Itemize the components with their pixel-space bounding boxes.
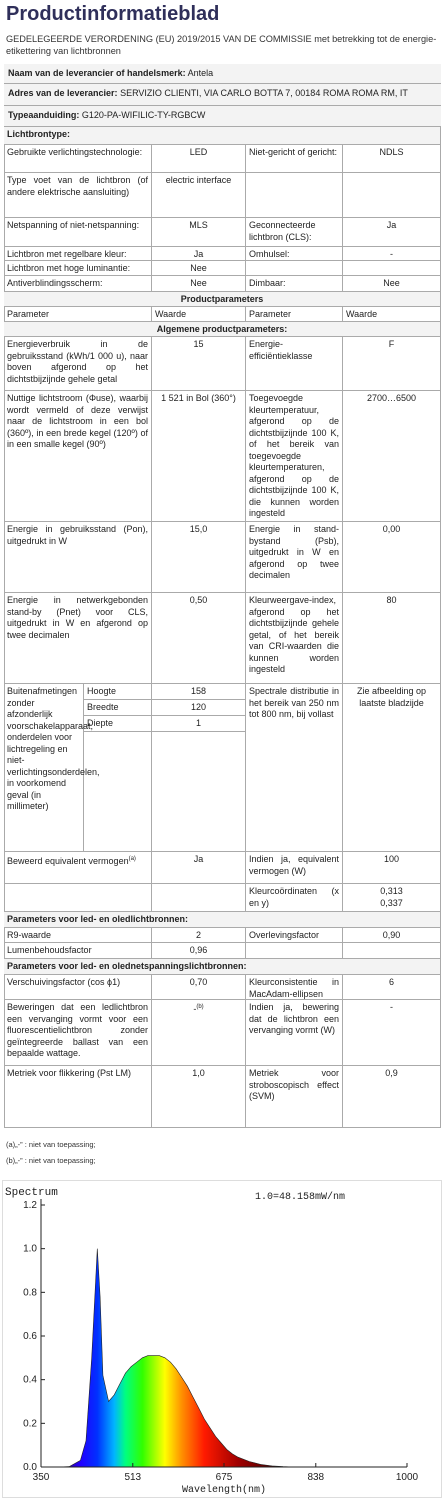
parameter-label: Lumenbehoudsfactor — [4, 943, 152, 959]
parameter-value: NDLS — [343, 145, 441, 173]
y-tick-label: 1.0 — [23, 1243, 37, 1255]
empty-cell — [246, 943, 343, 959]
supplier-address-row — [4, 84, 441, 106]
empty-cell — [4, 884, 152, 912]
section-heading: Parameters voor led- en oledlichtbronnen: — [4, 912, 441, 928]
x-tick-label: 513 — [124, 1472, 142, 1483]
column-header: Waarde — [152, 307, 246, 322]
parameter-label: Lichtbron met hoge luminantie: — [4, 261, 152, 276]
parameter-value: -$^{(b)}$ — [152, 1000, 246, 1066]
footnote-marker: (a) — [128, 856, 136, 862]
page-title: Productinformatieblad — [6, 3, 220, 25]
dimension-value: 120 — [152, 700, 246, 716]
y-tick-label: 0.4 — [23, 1374, 37, 1386]
column-header: Parameter — [246, 307, 343, 322]
regulation-subtitle: GEDELEGEERDE VERORDENING (EU) 2019/2015 VAN DE COMMISSIE met betrekking tot de energie-etikettering van lichtbronnen — [6, 34, 437, 56]
empty-cell — [152, 884, 246, 912]
parameter-value: 0,9 — [343, 1066, 441, 1128]
product-information-table — [4, 127, 441, 1128]
y-tick-label: 1.2 — [23, 1200, 37, 1211]
empty-cell — [84, 732, 152, 852]
y-tick-label: 0.0 — [23, 1462, 37, 1473]
section-heading: Productparameters — [4, 292, 441, 307]
parameter-label: Kleurcoördinaten (x en y) — [246, 884, 343, 912]
x-tick-label: 675 — [215, 1472, 233, 1483]
parameter-label — [246, 173, 343, 218]
chromaticity-value: 0,313 — [380, 886, 403, 896]
parameter-value: 0,90 — [343, 928, 441, 943]
chart-title: Spectrum — [5, 1187, 58, 1199]
dimension-value: 1 — [152, 716, 246, 732]
dimension-value: 158 — [152, 684, 246, 700]
parameter-label: Kleurweergave-index, afgerond op het dichtstbijzijnde gehele getal, of het bereik van CRI-waarden die kunnen worden ingesteld — [246, 593, 343, 684]
parameter-label: Nuttige lichtstroom (Φuse), waarbij wordt vermeld of deze verwijst naar de lichtstroom in een bol (360º), in een brede kegel (120º) of in een smalle kegel (90º) — [4, 391, 152, 522]
parameter-value: 0,00 — [343, 522, 441, 593]
parameter-value: 0,50 — [152, 593, 246, 684]
dimension-label: Breedte — [84, 700, 152, 716]
parameter-label — [246, 261, 343, 276]
x-tick-label: 838 — [307, 1472, 325, 1483]
parameter-label: Netspanning of niet-netspanning: — [4, 218, 152, 247]
parameter-label: Energie-efficiëntieklasse — [246, 337, 343, 391]
column-header: Parameter — [4, 307, 152, 322]
parameter-label: Lichtbron met regelbare kleur: — [4, 247, 152, 261]
parameter-label: Indien ja, equivalent vermogen (W) — [246, 852, 343, 884]
parameter-value: - — [343, 247, 441, 261]
supplier-name-value: Antela — [187, 68, 214, 78]
supplier-address-label: Adres van de leverancier: — [8, 88, 118, 98]
dimensions-label: Buitenafmetingen zonder afzonderlijk voorschakelapparaat, onderdelen voor lichtregeling en niet-verlichtingsonderdelen, in voorkomend geval (in millimeter) — [4, 684, 84, 852]
footnote-b: (b)„-” : niet van toepassing; — [6, 1156, 96, 1165]
chart-annotation: 1.0=48.158mW/nm — [255, 1192, 346, 1203]
parameter-value: - — [343, 1000, 441, 1066]
footnote-a: (a)„-” : niet van toepassing; — [6, 1140, 96, 1149]
x-axis-label: Wavelength(nm) — [181, 1485, 267, 1496]
y-tick-label: 0.6 — [23, 1331, 37, 1342]
supplier-address-value: SERVIZIO CLIENTI, VIA CARLO BOTTA 7, 00184 ROMA ROMA RM, IT — [120, 88, 408, 98]
parameter-label: Verschuivingsfactor (cos ϕ1) — [4, 975, 152, 1000]
supplier-name-label: Naam van de leverancier of handelsmerk: — [8, 68, 186, 78]
parameter-label: Geconnecteerde lichtbron (CLS): — [246, 218, 343, 247]
dimension-label: Diepte — [84, 716, 152, 732]
parameter-label: Kleurconsistentie in MacAdam-ellipsen — [246, 975, 343, 1000]
spectrum-chart — [2, 1180, 442, 1498]
parameter-value: LED — [152, 145, 246, 173]
parameter-value: F — [343, 337, 441, 391]
parameter-value: MLS — [152, 218, 246, 247]
equivalent-power-label: Beweerd equivalent vermogen — [7, 856, 129, 866]
empty-cell — [343, 943, 441, 959]
column-header: Waarde — [343, 307, 441, 322]
parameter-label: Antiverblindingsscherm: — [4, 276, 152, 292]
model-label: Typeaanduiding: — [8, 110, 80, 120]
supplier-name-row — [4, 64, 441, 84]
parameter-value: Ja — [152, 852, 246, 884]
model-row — [4, 106, 441, 127]
parameter-value: 1 521 in Bol (360°) — [152, 391, 246, 522]
x-tick-label: 1000 — [395, 1472, 419, 1483]
parameter-value: 1,0 — [152, 1066, 246, 1128]
parameter-label: Metriek voor stroboscopisch effect (SVM) — [246, 1066, 343, 1128]
parameter-label: R9-waarde — [4, 928, 152, 943]
parameter-value: 0,70 — [152, 975, 246, 1000]
parameter-value: electric interface — [152, 173, 246, 218]
y-tick-label: 0.2 — [23, 1418, 37, 1430]
section-heading: Algemene productparameters: — [4, 322, 441, 337]
spectrum-svg — [3, 1181, 441, 1497]
y-tick-label: 0.8 — [23, 1287, 37, 1299]
parameter-label: Type voet van de lichtbron (of andere elektrische aansluiting) — [4, 173, 152, 218]
parameter-value: 0,96 — [152, 943, 246, 959]
parameter-value: Ja — [343, 218, 441, 247]
parameter-value: Nee — [152, 261, 246, 276]
parameter-label: Toegevoegde kleurtemperatuur, afgerond op de dichtstbijzijnde 100 K, of het bereik van toegevoegde kleurtemperaturen, afgerond op de dichtstbijzijnde 100 K, die kunnen worden ingesteld — [246, 391, 343, 522]
footnote-marker: (b) — [196, 1004, 204, 1010]
parameter-label: Energie in netwerkgebonden stand-by (Pnet) voor CLS, uitgedrukt in W en afgerond op twee decimalen — [4, 593, 152, 684]
parameter-label: Indien ja, bewering dat de lichtbron een vervanging vormt (W) — [246, 1000, 343, 1066]
dimension-label: Hoogte — [84, 684, 152, 700]
parameter-value: 2700…6500 — [343, 391, 441, 522]
parameter-value: 15,0 — [152, 522, 246, 593]
parameter-label: Energie in stand-bystand (Psb), uitgedrukt in W en afgerond op twee decimalen — [246, 522, 343, 593]
section-heading: Parameters voor led- en olednetspanningslichtbronnen: — [4, 959, 441, 975]
parameter-value: 80 — [343, 593, 441, 684]
parameter-value: 2 — [152, 928, 246, 943]
parameter-label: Metriek voor flikkering (Pst LM) — [4, 1066, 152, 1128]
parameter-label: Beweringen dat een ledlichtbron een vervanging vormt voor een fluorescentielichtbron zonder geïntegreerde ballast van een bepaalde wattage. — [4, 1000, 152, 1066]
parameter-value: Nee — [152, 276, 246, 292]
parameter-value: Zie afbeelding op laatste bladzijde — [343, 684, 441, 852]
parameter-label: Energie in gebruiksstand (Pon), uitgedrukt in W — [4, 522, 152, 593]
parameter-label: Spectrale distributie in het bereik van 250 nm tot 800 nm, bij vollast — [246, 684, 343, 852]
parameter-label: Niet-gericht of gericht: — [246, 145, 343, 173]
parameter-value: Ja — [152, 247, 246, 261]
parameter-label: Gebruikte verlichtingstechnologie: — [4, 145, 152, 173]
chromaticity-value: 0,337 — [380, 897, 403, 908]
parameter-label: Energieverbruik in de gebruiksstand (kWh/1 000 u), naar boven afgerond op het dichtstbijzijnde gehele getal — [4, 337, 152, 391]
parameter-label: Dimbaar: — [246, 276, 343, 292]
x-tick-label: 350 — [32, 1472, 50, 1483]
parameter-value — [343, 261, 441, 276]
empty-cell — [152, 732, 246, 852]
parameter-value — [343, 884, 441, 912]
parameter-label: Omhulsel: — [246, 247, 343, 261]
model-value: G120-PA-WIFILIC-TY-RGBCW — [81, 110, 206, 120]
parameter-value: 15 — [152, 337, 246, 391]
parameter-value: 100 — [343, 852, 441, 884]
parameter-label: Overlevingsfactor — [246, 928, 343, 943]
section-heading: Lichtbrontype: — [4, 127, 441, 145]
parameter-value: 6 — [343, 975, 441, 1000]
parameter-value — [343, 173, 441, 218]
parameter-value: Nee — [343, 276, 441, 292]
parameter-label — [4, 852, 152, 884]
